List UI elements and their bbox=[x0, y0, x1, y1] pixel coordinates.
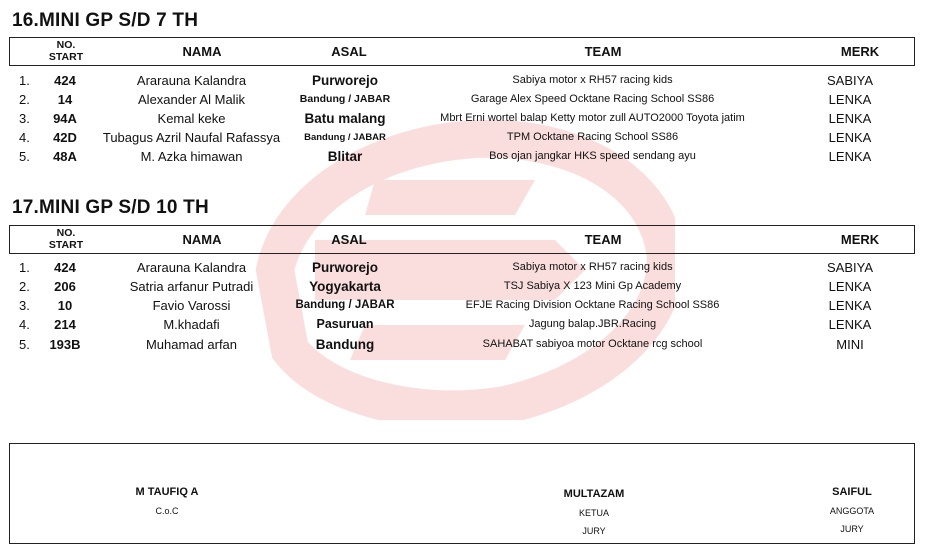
start-number: 10 bbox=[57, 298, 73, 313]
table-header bbox=[9, 225, 915, 254]
rider-team: EFJE Racing Division Ocktane Racing School SS86 bbox=[465, 299, 720, 311]
rider-name: M.khadafi bbox=[163, 317, 220, 332]
signature-role: KETUA bbox=[578, 508, 609, 518]
signature-box bbox=[9, 443, 915, 544]
rider-origin: Bandung / JABAR bbox=[295, 299, 395, 311]
rider-name: Kemal keke bbox=[157, 111, 226, 126]
start-number: 206 bbox=[54, 279, 76, 294]
table-row bbox=[0, 109, 927, 128]
table-row bbox=[0, 315, 927, 334]
header-no-line2: START bbox=[48, 239, 84, 251]
header-merk: MERK bbox=[840, 232, 880, 247]
start-number: 48A bbox=[53, 149, 77, 164]
start-number: 214 bbox=[54, 317, 76, 332]
row-index: 4. bbox=[19, 317, 30, 332]
rider-brand: SABIYA bbox=[826, 260, 873, 275]
rider-team: SAHABAT sabiyoa motor Ocktane rcg school bbox=[482, 338, 703, 350]
table-row bbox=[0, 147, 927, 166]
table-row bbox=[0, 128, 927, 147]
row-index: 3. bbox=[19, 111, 30, 126]
start-number: 424 bbox=[54, 260, 76, 275]
signature-coc bbox=[102, 486, 232, 516]
rider-brand: LENKA bbox=[828, 130, 872, 145]
rider-name: Ararauna Kalandra bbox=[136, 73, 247, 88]
rider-name: Alexander Al Malik bbox=[138, 92, 245, 107]
row-index: 5. bbox=[19, 337, 30, 352]
table-row bbox=[0, 71, 927, 90]
rider-brand: LENKA bbox=[828, 317, 872, 332]
table-row bbox=[0, 296, 927, 315]
rider-team: Sabiya motor x RH57 racing kids bbox=[512, 74, 673, 86]
table-header bbox=[9, 37, 915, 66]
rider-brand: LENKA bbox=[828, 279, 872, 294]
row-index: 5. bbox=[19, 149, 30, 164]
rider-team: TPM Ocktane Racing School SS86 bbox=[506, 131, 679, 143]
rider-name: Ararauna Kalandra bbox=[136, 260, 247, 275]
header-merk: MERK bbox=[840, 44, 880, 59]
start-number: 42D bbox=[53, 130, 77, 145]
start-number: 94A bbox=[53, 111, 77, 126]
signature-name: M TAUFIQ A bbox=[135, 486, 199, 498]
row-index: 3. bbox=[19, 298, 30, 313]
rider-origin: Batu malang bbox=[304, 111, 386, 126]
header-team: TEAM bbox=[584, 44, 622, 59]
start-number: 193B bbox=[49, 337, 81, 352]
header-no-start bbox=[36, 39, 96, 63]
rider-brand: LENKA bbox=[828, 92, 872, 107]
rider-origin: Purworejo bbox=[311, 260, 378, 275]
table-row bbox=[0, 90, 927, 109]
table-row bbox=[0, 335, 927, 354]
signature-title: JURY bbox=[840, 524, 864, 534]
rider-origin: Purworejo bbox=[311, 73, 378, 88]
header-no-line1: NO. bbox=[56, 39, 76, 51]
signature-role: ANGGOTA bbox=[829, 506, 875, 516]
header-nama: NAMA bbox=[182, 232, 222, 247]
table-row bbox=[0, 277, 927, 296]
section-title: 17.MINI GP S/D 10 TH bbox=[12, 197, 209, 218]
rider-origin: Blitar bbox=[327, 149, 363, 164]
signature-anggota bbox=[787, 486, 917, 534]
signature-name: MULTAZAM bbox=[563, 488, 625, 500]
rider-team: Sabiya motor x RH57 racing kids bbox=[512, 261, 673, 273]
rider-name: Favio Varossi bbox=[152, 298, 231, 313]
section-title: 16.MINI GP S/D 7 TH bbox=[12, 10, 199, 31]
rider-brand: LENKA bbox=[828, 298, 872, 313]
header-nama: NAMA bbox=[182, 44, 222, 59]
signature-role: C.o.C bbox=[155, 506, 179, 516]
row-index: 2. bbox=[19, 92, 30, 107]
row-index: 1. bbox=[19, 73, 30, 88]
rider-name: Satria arfanur Putradi bbox=[129, 279, 254, 294]
start-number: 424 bbox=[54, 73, 76, 88]
header-no-line2: START bbox=[48, 51, 84, 63]
signature-name: SAIFUL bbox=[832, 486, 872, 498]
rider-origin: Bandung bbox=[315, 337, 375, 352]
rider-name: Tubagus Azril Naufal Rafassya bbox=[102, 130, 281, 145]
rider-name: Muhamad arfan bbox=[145, 337, 238, 352]
header-no-start bbox=[36, 227, 96, 251]
row-index: 4. bbox=[19, 130, 30, 145]
rider-origin: Yogyakarta bbox=[309, 279, 381, 294]
row-index: 2. bbox=[19, 279, 30, 294]
row-index: 1. bbox=[19, 260, 30, 275]
start-number: 14 bbox=[57, 92, 73, 107]
rider-team: Bos ojan jangkar HKS speed sendang ayu bbox=[489, 150, 696, 162]
rider-origin: Pasuruan bbox=[316, 317, 374, 331]
header-team: TEAM bbox=[584, 232, 622, 247]
header-asal: ASAL bbox=[331, 44, 367, 59]
rider-origin: Bandung / JABAR bbox=[299, 93, 391, 105]
rider-team: Mbrt Erni wortel balap Ketty motor zull AUTO2000 Toyota jatim bbox=[440, 112, 745, 124]
rider-brand: LENKA bbox=[828, 149, 872, 164]
rider-name: M. Azka himawan bbox=[140, 149, 243, 164]
signature-ketua bbox=[529, 488, 659, 536]
rider-team: Garage Alex Speed Ocktane Racing School SS86 bbox=[470, 93, 715, 105]
table-row bbox=[0, 258, 927, 277]
rider-team: Jagung balap.JBR.Racing bbox=[528, 318, 657, 330]
signature-title: JURY bbox=[582, 526, 606, 536]
rider-origin: Bandung / JABAR bbox=[304, 132, 386, 143]
rider-brand: LENKA bbox=[828, 111, 872, 126]
header-no-line1: NO. bbox=[56, 227, 76, 239]
rider-team: TSJ Sabiya X 123 Mini Gp Academy bbox=[503, 280, 682, 292]
rider-brand: SABIYA bbox=[826, 73, 873, 88]
header-asal: ASAL bbox=[331, 232, 367, 247]
rider-brand: MINI bbox=[836, 337, 864, 352]
